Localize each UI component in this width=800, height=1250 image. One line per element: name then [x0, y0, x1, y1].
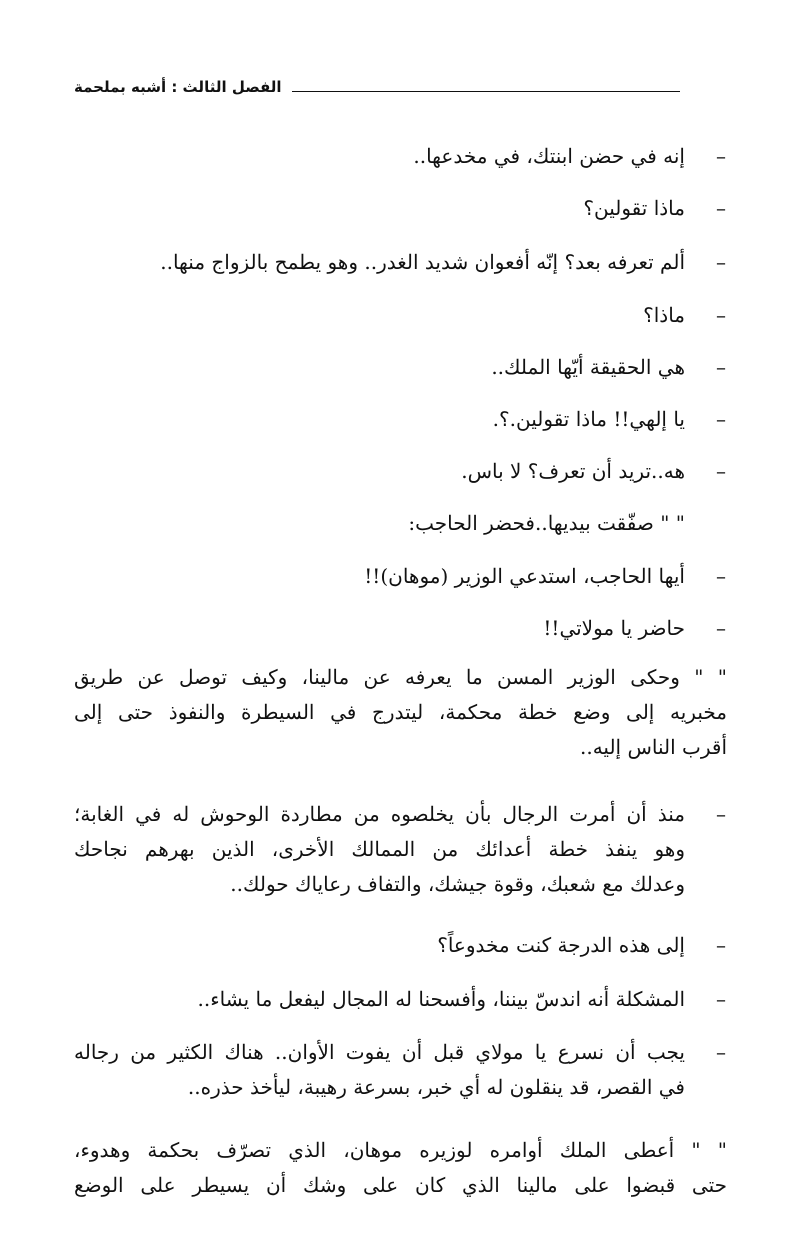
dialogue-line [0, 347, 800, 387]
dialogue-text: حاضر يا مولاتي!! [543, 616, 685, 640]
paragraph-line: وهو ينفذ خطة أعدائك من الممالك الأخرى، الذين بهرهم نجاحك [74, 837, 685, 861]
dialogue-line [0, 295, 800, 335]
header-rule [292, 91, 680, 92]
dialogue-dash: – [716, 459, 726, 483]
chapter-title: الفصل الثالث : أشبه بملحمة [74, 78, 282, 96]
dialogue-line [0, 556, 800, 596]
dialogue-line [0, 608, 800, 648]
dialogue-line [0, 188, 800, 228]
dialogue-dash: – [716, 355, 726, 379]
dialogue-dash: – [716, 564, 726, 588]
dialogue-text: أيها الحاجب، استدعي الوزير (موهان)!! [364, 564, 685, 588]
dialogue-dash: – [716, 196, 726, 220]
paragraph-line: حتى قبضوا على مالينا الذي كان على وشك أن يسيطر على الوضع [74, 1173, 727, 1197]
narration-line [0, 503, 800, 543]
dialogue-line [0, 979, 800, 1019]
dialogue-paragraph [74, 1035, 685, 1105]
dialogue-line [0, 925, 800, 965]
running-header [74, 78, 680, 106]
dialogue-line [0, 242, 800, 282]
dialogue-dash: – [716, 303, 726, 327]
dialogue-dash: – [716, 802, 726, 826]
dialogue-line [0, 399, 800, 439]
dialogue-dash: – [716, 616, 726, 640]
dialogue-text: إنه في حضن ابنتك، في مخدعها.. [413, 144, 685, 168]
paragraph-line: منذ أن أمرت الرجال بأن يخلصوه من مطاردة الوحوش له في الغابة؛ [74, 802, 685, 826]
dialogue-line [0, 451, 800, 491]
dialogue-text: ماذا تقولين؟ [583, 196, 685, 220]
dialogue-paragraph [74, 797, 685, 902]
paragraph-line: " " وحكى الوزير المسن ما يعرفه عن مالينا، وكيف توصل عن طريق [74, 665, 727, 689]
dialogue-line [0, 136, 800, 176]
dialogue-text: يا إلهي!! ماذا تقولين.؟. [492, 407, 685, 431]
paragraph-line: وعدلك مع شعبك، وقوة جيشك، والتفاف رعاياك حولك.. [230, 872, 685, 896]
dialogue-text: ماذا؟ [643, 303, 685, 327]
paragraph-line: " " أعطى الملك أوامره لوزيره موهان، الذي تصرّف بحكمة وهدوء، [74, 1138, 727, 1162]
dialogue-text: هه..تريد أن تعرف؟ لا باس. [461, 459, 685, 483]
dialogue-text: إلى هذه الدرجة كنت مخدوعاً؟ [437, 933, 685, 957]
narration-paragraph [74, 660, 727, 765]
paragraph-line: أقرب الناس إليه.. [579, 735, 727, 759]
paragraph-line: مخبريه إلى وضع خطة محكمة، ليتدرج في السيطرة والنفوذ حتى إلى [74, 700, 727, 724]
dialogue-text: المشكلة أنه اندسّ بيننا، وأفسحنا له المجال ليفعل ما يشاء.. [197, 987, 685, 1011]
narration-paragraph [74, 1133, 727, 1203]
dialogue-text: هي الحقيقة أيّها الملك.. [491, 355, 685, 379]
dialogue-dash: – [716, 407, 726, 431]
dialogue-dash: – [716, 250, 726, 274]
dialogue-dash: – [716, 933, 726, 957]
dialogue-text: ألم تعرفه بعد؟ إنّه أفعوان شديد الغدر.. وهو يطمح بالزواج منها.. [160, 250, 685, 274]
narration-text: " " صفّقت بيديها..فحضر الحاجب: [408, 511, 685, 535]
dialogue-dash: – [716, 1040, 726, 1064]
dialogue-dash: – [716, 987, 726, 1011]
paragraph-line: يجب أن نسرع يا مولاي قبل أن يفوت الأوان.. هناك الكثير من رجاله [74, 1040, 685, 1064]
dialogue-dash: – [716, 144, 726, 168]
paragraph-line: في القصر، قد ينقلون له أي خبر، بسرعة رهيبة، ليأخذ حذره.. [187, 1075, 685, 1099]
